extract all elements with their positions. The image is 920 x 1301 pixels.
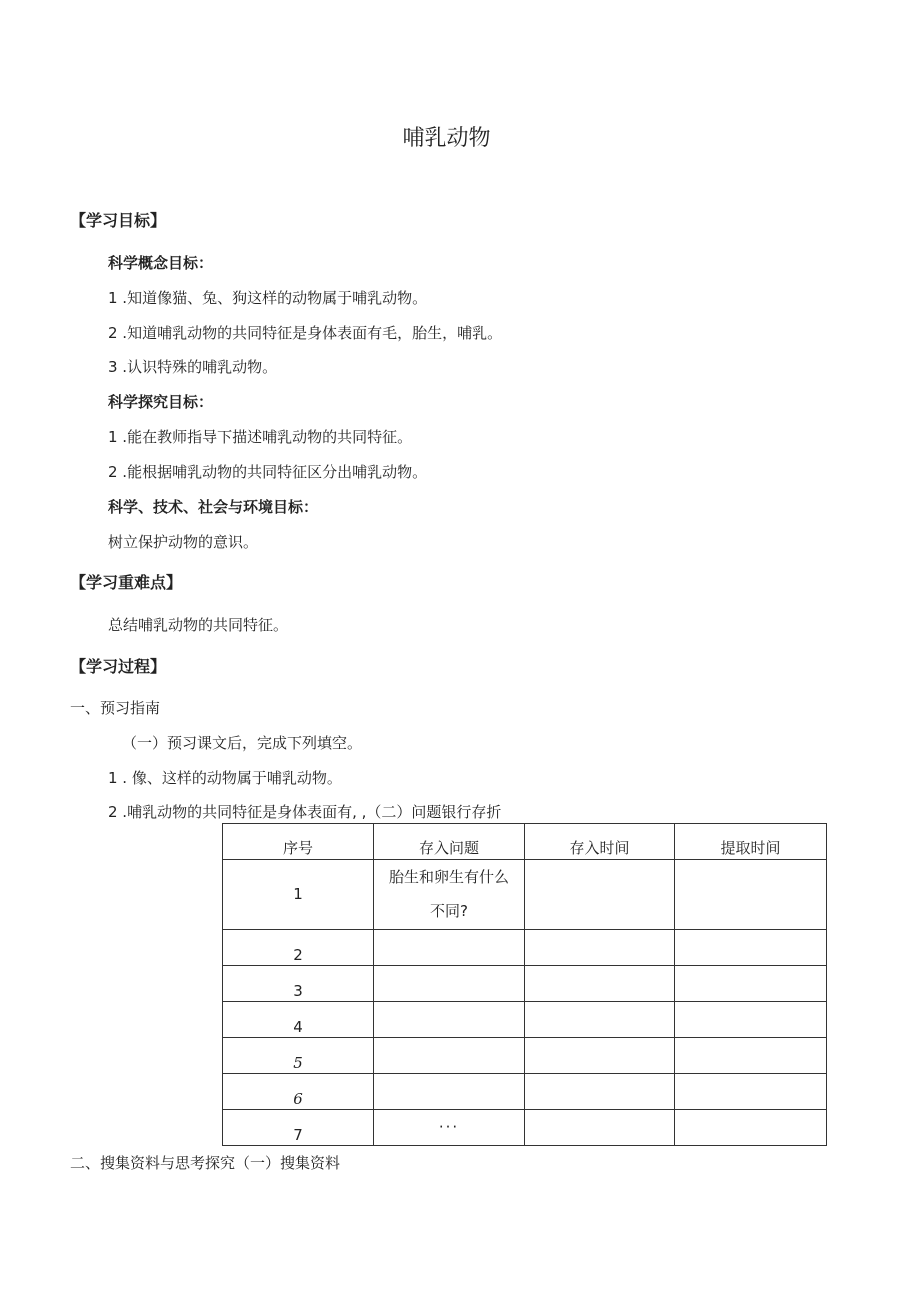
fill-blank-1: 1 . 像、这样的动物属于哺乳动物。	[108, 769, 342, 787]
table-header-row	[223, 824, 827, 860]
row-withdraw-time	[675, 1038, 827, 1074]
row-deposit-time	[525, 1110, 675, 1146]
header-withdraw-time: 提取时间	[675, 824, 827, 860]
header-question: 存入问题	[374, 824, 525, 860]
concept-goal-item: 1 .知道像猫、兔、狗这样的动物属于哺乳动物。	[108, 289, 428, 307]
fill-blank-2: 2 .哺乳动物的共同特征是身体表面有, ,（二）问题银行存折	[108, 803, 502, 821]
row-withdraw-time	[675, 1110, 827, 1146]
row-deposit-time	[525, 1002, 675, 1038]
row-deposit-time	[525, 966, 675, 1002]
table-row	[223, 966, 827, 1002]
concept-goal-item: 2 .知道哺乳动物的共同特征是身体表面有毛，胎生，哺乳。	[108, 324, 503, 342]
row-number: 3	[223, 966, 374, 1002]
row-withdraw-time	[675, 860, 827, 930]
table-row	[223, 930, 827, 966]
row-number: 2	[223, 930, 374, 966]
question-bank-table	[222, 823, 827, 1146]
concept-goal-item: 3 .认识特殊的哺乳动物。	[108, 358, 278, 376]
section-research: 二、搜集资料与思考探究（一）搜集资料	[70, 1154, 341, 1172]
table-row	[223, 1110, 827, 1146]
row-withdraw-time	[675, 930, 827, 966]
row-question	[374, 930, 525, 966]
row-question	[374, 860, 525, 930]
row-number: 7	[223, 1110, 374, 1146]
row-deposit-time	[525, 930, 675, 966]
row-withdraw-time	[675, 1074, 827, 1110]
row-number: 1	[223, 860, 374, 930]
table-row	[223, 1038, 827, 1074]
section-preview-guide: 一、预习指南	[70, 699, 161, 717]
table-row	[223, 860, 827, 930]
concept-goal-heading: 科学概念目标：	[108, 254, 214, 272]
inquiry-goal-heading: 科学探究目标：	[108, 393, 214, 411]
question-line: 不同?	[430, 902, 468, 920]
page-title: 哺乳动物	[402, 126, 491, 151]
table-row	[223, 1002, 827, 1038]
key-points-heading: 【学习重难点】	[70, 573, 183, 592]
row-deposit-time	[525, 1038, 675, 1074]
row-question	[374, 1002, 525, 1038]
inquiry-goal-item: 2 .能根据哺乳动物的共同特征区分出哺乳动物。	[108, 463, 428, 481]
row-withdraw-time	[675, 1002, 827, 1038]
question-line: 胎生和卵生有什么	[388, 868, 509, 886]
row-question	[374, 1038, 525, 1074]
goals-heading: 【学习目标】	[70, 211, 167, 230]
inquiry-goal-item: 1 .能在教师指导下描述哺乳动物的共同特征。	[108, 428, 413, 446]
sts-goal-text: 树立保护动物的意识。	[108, 533, 259, 551]
row-number: 5	[223, 1038, 374, 1074]
header-deposit-time: 存入时间	[525, 824, 675, 860]
key-points-text: 总结哺乳动物的共同特征。	[108, 616, 289, 634]
row-number: 6	[223, 1074, 374, 1110]
row-deposit-time	[525, 1074, 675, 1110]
row-number: 4	[223, 1002, 374, 1038]
row-deposit-time	[525, 860, 675, 930]
row-withdraw-time	[675, 966, 827, 1002]
process-heading: 【学习过程】	[70, 657, 167, 676]
preview-instruction: （一）预习课文后，完成下列填空。	[122, 734, 363, 752]
table-row	[223, 1074, 827, 1110]
row-question: ···	[374, 1110, 525, 1146]
row-question	[374, 966, 525, 1002]
header-number: 序号	[223, 824, 374, 860]
sts-goal-heading: 科学、技术、社会与环境目标：	[108, 498, 319, 516]
row-question	[374, 1074, 525, 1110]
